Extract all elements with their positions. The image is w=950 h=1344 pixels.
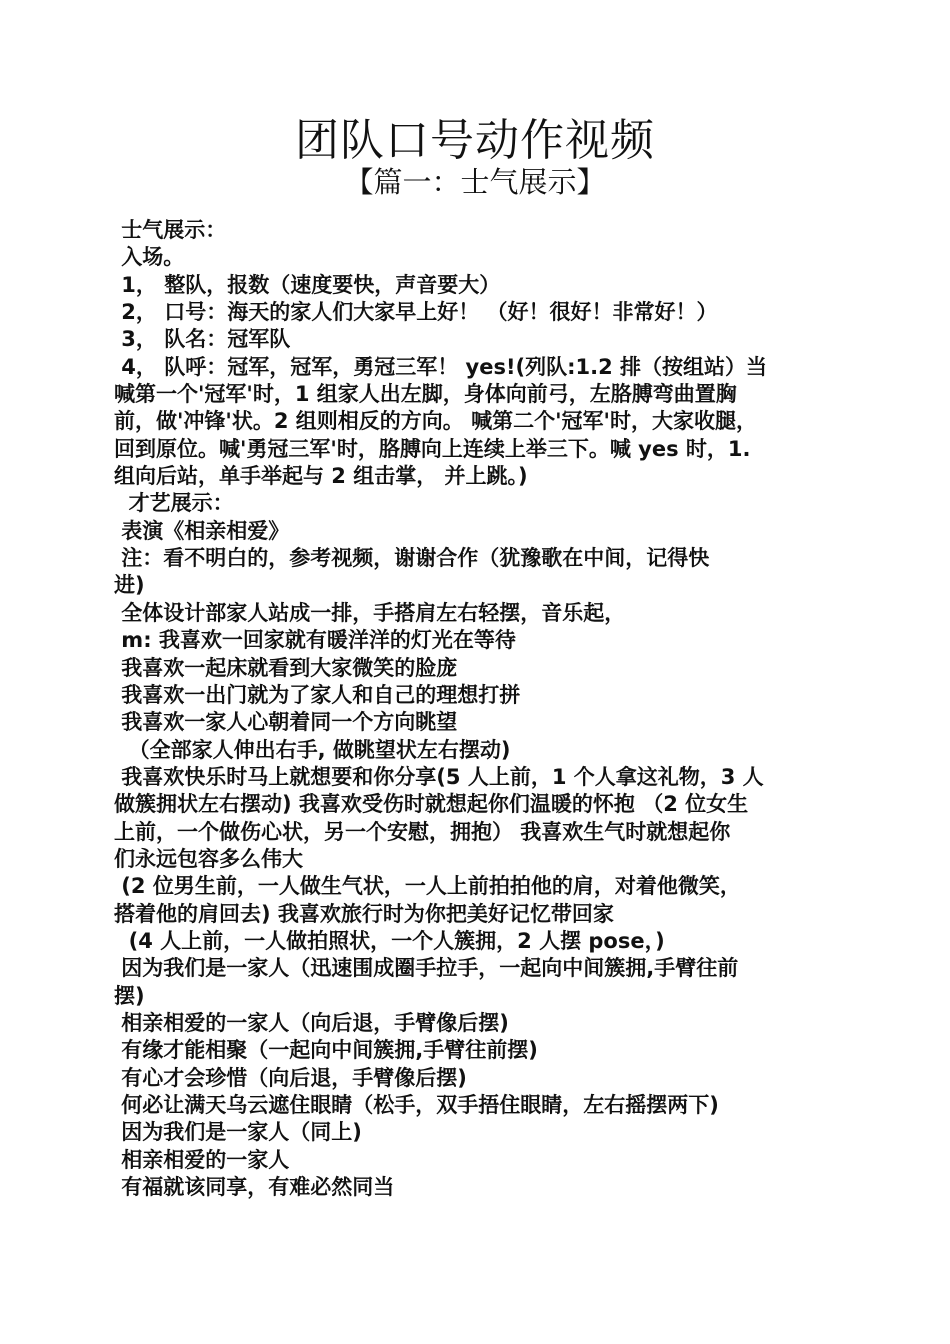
body-line: 进) [114,573,145,598]
body-line: 4， 队呼：冠军，冠军，勇冠三军！ yes!(列队:1.2 排（按组站）当 [114,354,768,379]
body-line: 士气展示： [114,218,227,242]
document-subtitle: 【篇一：士气展示】 [344,165,606,199]
body-line: 组向后站，单手举起与 2 组击掌， 并上跳。) [114,464,528,489]
body-line: 前，做'冲锋'状。2 组则相反的方向。 喊第二个'冠军'时，大家收腿， [114,409,757,434]
body-line: (2 位男生前，一人做生气状，一人上前拍拍他的肩，对着他微笑， [114,874,741,899]
body-line: 喊第一个'冠军'时，1 组家人出左脚，身体向前弓，左胳膊弯曲置胸 [114,382,737,407]
body-line: （全部家人伸出右手, 做眺望状左右摆动) [114,737,511,762]
body-line: 注：看不明白的，参考视频，谢谢合作（犹豫歌在中间，记得快 [114,546,710,571]
body-line: 何必让满天乌云遮住眼睛（松手，双手捂住眼睛，左右摇摆两下) [114,1093,719,1117]
body-line: 入场。 [114,245,185,270]
body-line: m: 我喜欢一回家就有暖洋洋的灯光在等待 [114,628,516,653]
body-line: 因为我们是一家人（迅速围成圈手拉手，一起向中间簇拥,手臂往前 [114,956,739,981]
body-line: (4 人上前，一人做拍照状，一个人簇拥，2 人摆 pose，) [114,928,665,953]
body-line: 有心才会珍惜（向后退，手臂像后摆) [114,1065,467,1090]
body-line: 1， 整队，报数（速度要快，声音要大） [114,272,501,297]
body-line: 表演《相亲相爱》 [114,518,290,543]
body-line: 有缘才能相聚（一起向中间簇拥,手臂往前摆) [114,1038,538,1063]
body-line: 回到原位。喊'勇冠三军'时，胳膊向上连续上举三下。喊 yes 时，1. [114,436,751,461]
body-line: 我喜欢一出门就为了家人和自己的理想打拼 [114,682,521,707]
document-title: 团队口号动作视频 [295,115,655,166]
body-line: 搭着他的肩回去) 我喜欢旅行时为你把美好记忆带回家 [114,901,614,926]
body-line: 3， 队名：冠军队 [114,327,291,352]
body-line: 上前，一个做伤心状，另一个安慰，拥抱） 我喜欢生气时就想起你 [114,819,731,844]
body-line: 才艺展示： [114,491,234,516]
document-body [114,217,834,1201]
body-line: 我喜欢一起床就看到大家微笑的脸庞 [114,655,458,680]
body-line: 有福就该同享，有难必然同当 [114,1175,395,1200]
body-line: 我喜欢一家人心朝着同一个方向眺望 [114,710,458,735]
body-line: 2， 口号：海天的家人们大家早上好！ （好！很好！非常好！） [114,300,718,325]
body-line: 相亲相爱的一家人 [114,1147,290,1172]
body-line: 因为我们是一家人（同上) [114,1120,362,1145]
body-line: 摆) [114,983,145,1008]
body-line: 相亲相爱的一家人（向后退，手臂像后摆) [114,1010,509,1035]
body-line: 全体设计部家人站成一排，手搭肩左右轻摆，音乐起， [114,600,626,625]
body-line: 做簇拥状左右摆动) 我喜欢受伤时就想起你们温暖的怀抱 （2 位女生 [114,792,749,817]
body-line: 们永远包容多么伟大 [114,846,303,871]
body-line: 我喜欢快乐时马上就想要和你分享(5 人上前，1 个人拿这礼物，3 人 [114,764,764,789]
